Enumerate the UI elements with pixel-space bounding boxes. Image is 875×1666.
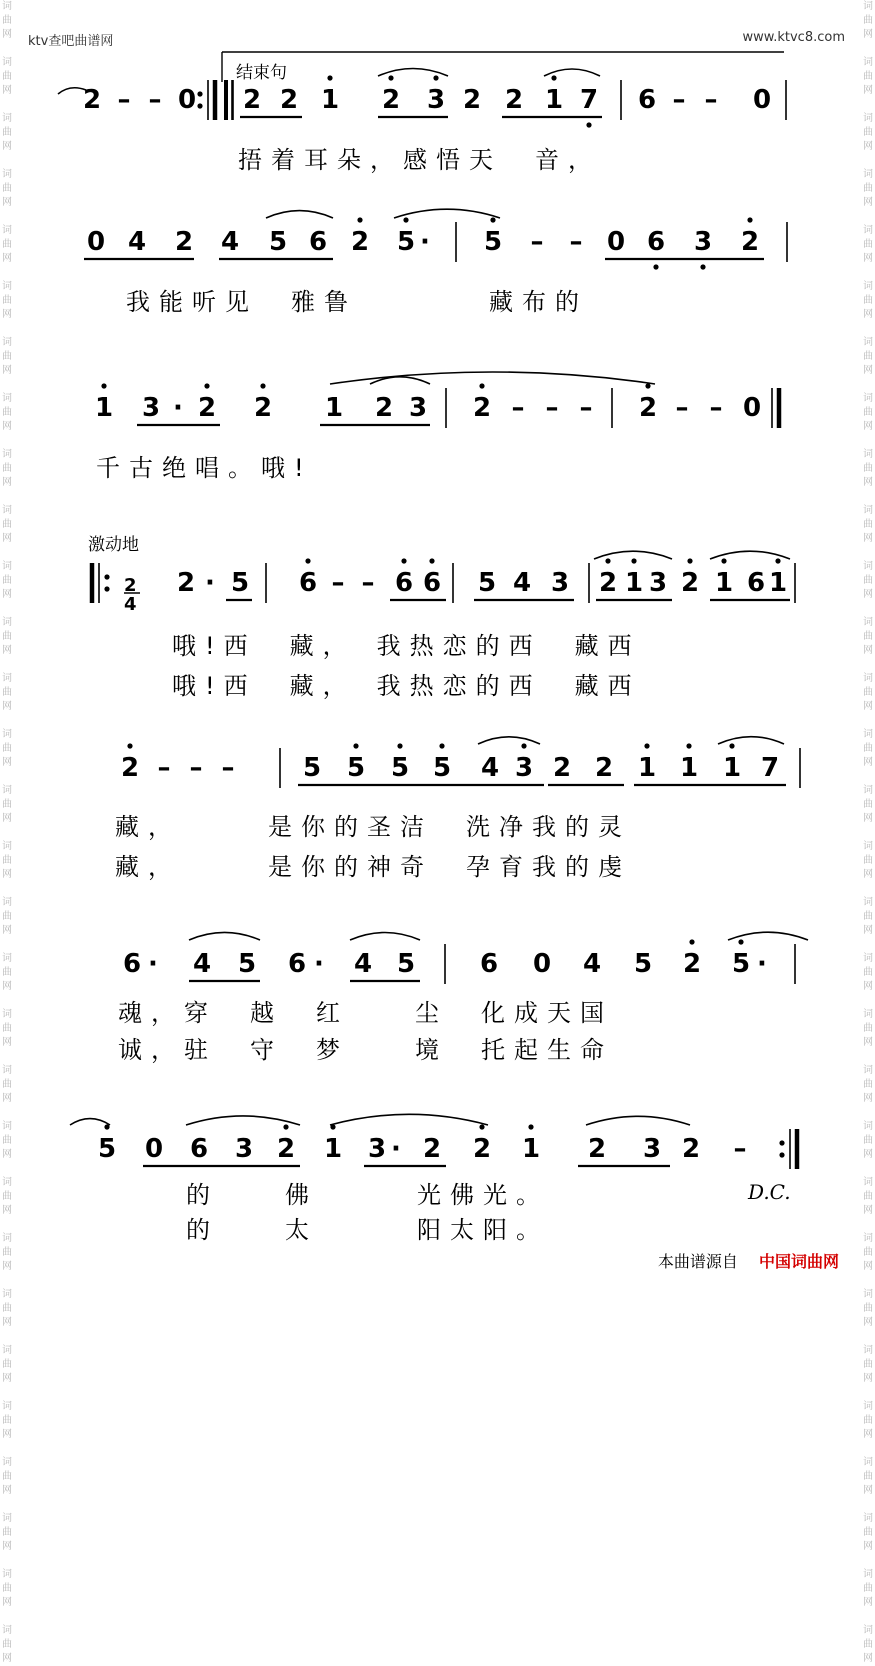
note-line-4-8: 5 <box>477 568 497 598</box>
high-dot-line-4-1 <box>401 558 406 563</box>
note-line-6-14: · <box>757 949 767 979</box>
note-line-1-5: 2 <box>279 85 299 115</box>
note-line-7-2: 6 <box>189 1134 209 1164</box>
note-line-3-6: 2 <box>374 393 394 423</box>
note-line-2-1: 4 <box>127 227 147 257</box>
note-line-6-9: 0 <box>532 949 552 979</box>
high-dot-line-3-0 <box>101 383 106 388</box>
note-line-5-10: 2 <box>552 753 572 783</box>
note-line-2-0: 0 <box>86 227 106 257</box>
note-line-2-8: · <box>420 227 430 257</box>
note-line-1-11: 1 <box>544 85 564 115</box>
ending-phrase-label: 结束句 <box>236 63 287 83</box>
note-line-7-9: 2 <box>472 1134 492 1164</box>
lyric-line-6-verse-2: 诚，驻 守 梦 境 托起生命 <box>118 1036 613 1064</box>
slur-line-7-2 <box>586 1116 690 1125</box>
slur-line-2-1 <box>394 209 500 218</box>
high-dot-line-7-1 <box>283 1124 288 1129</box>
note-line-1-6: 1 <box>320 85 340 115</box>
note-line-5-0: 2 <box>120 753 140 783</box>
note-line-5-2: – <box>189 753 203 783</box>
high-dot-line-4-0 <box>305 558 310 563</box>
note-line-6-11: 5 <box>633 949 653 979</box>
note-line-2-4: 5 <box>268 227 288 257</box>
lyric-line-3-verse-1: 千古绝唱。哦! <box>96 454 313 482</box>
lyric-line-4-verse-2: 哦!西 藏， 我热恋的西 藏西 <box>172 672 641 700</box>
note-line-6-2: 4 <box>192 949 212 979</box>
note-line-2-2: 2 <box>174 227 194 257</box>
high-dot-line-7-3 <box>479 1124 484 1129</box>
note-line-1-13: 6 <box>637 85 657 115</box>
high-dot-line-4-5 <box>687 558 692 563</box>
slur-line-4-1 <box>710 551 790 559</box>
time-signature-top: 2 <box>124 575 137 596</box>
lyric-line-5-verse-1: 藏， 是你的圣洁 洗净我的灵 <box>115 813 631 841</box>
note-line-2-10: – <box>530 227 544 257</box>
high-dot-line-5-0 <box>127 743 132 748</box>
slur-line-3-1 <box>330 372 655 384</box>
note-line-2-9: 5 <box>483 227 503 257</box>
note-line-4-6: 6 <box>394 568 414 598</box>
note-line-4-14: 2 <box>680 568 700 598</box>
note-line-7-3: 3 <box>234 1134 254 1164</box>
low-dot-line-1-0 <box>586 122 591 127</box>
note-line-1-2: – <box>148 85 162 115</box>
note-line-4-5: – <box>361 568 375 598</box>
note-line-4-1: · <box>205 568 215 598</box>
slur-line-5-0 <box>478 737 540 744</box>
time-signature-bottom: 4 <box>124 594 137 615</box>
note-line-6-0: 6 <box>122 949 142 979</box>
note-line-2-15: 2 <box>740 227 760 257</box>
note-line-2-12: 0 <box>606 227 626 257</box>
high-dot-line-1-3 <box>551 75 556 80</box>
high-dot-line-3-1 <box>204 383 209 388</box>
slur-line-1-0 <box>378 69 448 77</box>
note-line-7-11: 2 <box>587 1134 607 1164</box>
note-line-3-13: – <box>675 393 689 423</box>
note-line-2-13: 6 <box>646 227 666 257</box>
note-line-5-11: 2 <box>594 753 614 783</box>
high-dot-line-5-1 <box>353 743 358 748</box>
tie-in-line-1 <box>58 88 86 94</box>
note-line-4-9: 4 <box>512 568 532 598</box>
note-line-6-1: · <box>148 949 158 979</box>
note-line-1-10: 2 <box>504 85 524 115</box>
lyric-line-7-verse-1: 的 佛 光佛光。 <box>186 1181 549 1209</box>
note-line-2-6: 2 <box>350 227 370 257</box>
note-line-1-4: 2 <box>242 85 262 115</box>
note-line-7-0: 5 <box>97 1134 117 1164</box>
note-line-5-6: 5 <box>390 753 410 783</box>
expression-label: 激动地 <box>88 535 139 555</box>
note-line-1-16: 0 <box>752 85 772 115</box>
right-margin-watermark: 词 曲 网 词 曲 网 词 曲 网 词 曲 网 词 曲 网 词 曲 网 词 曲 网 词 曲 网 词 曲 网 词 曲 网 词 曲 网 词 曲 网 词 曲 网 词 曲 网 词 曲 网 词 曲 网 词 曲 网 词 曲 网 词 曲 网 词 曲 网 词 曲 网 词 曲 网 词 曲 网 词 曲 网 词 曲 网 词 曲 网 词 曲 网 词 曲 网 词 曲 网 词 曲 网 <box>863 1 873 1664</box>
note-line-7-7: · <box>391 1134 401 1164</box>
note-line-4-10: 3 <box>550 568 570 598</box>
slur-line-2-0 <box>266 211 333 218</box>
high-dot-line-2-2 <box>490 217 495 222</box>
note-line-4-4: – <box>331 568 345 598</box>
high-dot-line-5-2 <box>397 743 402 748</box>
note-line-5-4: 5 <box>302 753 322 783</box>
note-line-3-0: 1 <box>94 393 114 423</box>
note-line-3-2: · <box>173 393 183 423</box>
note-line-2-7: 5 <box>396 227 416 257</box>
note-line-6-5: · <box>314 949 324 979</box>
slur-line-6-2 <box>728 932 808 940</box>
repeat-open-dot-bottom <box>104 586 109 591</box>
slur-line-7-0 <box>186 1116 300 1125</box>
note-line-5-8: 4 <box>480 753 500 783</box>
high-dot-line-1-1 <box>388 75 393 80</box>
repeat-close-dot-bottom <box>197 103 202 108</box>
note-line-1-9: 2 <box>462 85 482 115</box>
note-line-7-13: 2 <box>681 1134 701 1164</box>
slur-line-7-1 <box>330 1114 488 1125</box>
slur-line-6-0 <box>189 932 260 940</box>
note-line-5-14: 1 <box>722 753 742 783</box>
high-dot-line-4-3 <box>605 558 610 563</box>
high-dot-line-5-3 <box>439 743 444 748</box>
high-dot-line-4-4 <box>631 558 636 563</box>
lyric-line-2-verse-1: 我能听见 雅鲁 藏布的 <box>126 288 588 316</box>
note-line-5-15: 7 <box>760 753 780 783</box>
note-line-1-14: – <box>672 85 686 115</box>
repeat-close-dot-top <box>197 91 202 96</box>
lyric-line-4-verse-1: 哦!西 藏， 我热恋的西 藏西 <box>172 632 641 660</box>
high-dot-line-3-3 <box>479 383 484 388</box>
note-line-3-4: 2 <box>253 393 273 423</box>
slur-line-4-0 <box>594 551 672 559</box>
note-line-4-3: 6 <box>298 568 318 598</box>
note-line-4-16: 6 <box>746 568 766 598</box>
note-line-6-8: 6 <box>479 949 499 979</box>
left-margin-watermark: 词 曲 网 词 曲 网 词 曲 网 词 曲 网 词 曲 网 词 曲 网 词 曲 网 词 曲 网 词 曲 网 词 曲 网 词 曲 网 词 曲 网 词 曲 网 词 曲 网 词 曲 网 词 曲 网 词 曲 网 词 曲 网 词 曲 网 词 曲 网 词 曲 网 词 曲 网 词 曲 网 词 曲 网 词 曲 网 词 曲 网 词 曲 网 词 曲 网 词 曲 网 词 曲 网 <box>2 1 12 1664</box>
note-line-2-14: 3 <box>693 227 713 257</box>
high-dot-line-6-1 <box>738 939 743 944</box>
note-line-7-8: 2 <box>422 1134 442 1164</box>
note-line-6-12: 2 <box>682 949 702 979</box>
note-line-5-13: 1 <box>679 753 699 783</box>
note-line-2-11: – <box>569 227 583 257</box>
high-dot-line-5-7 <box>729 743 734 748</box>
note-line-6-3: 5 <box>237 949 257 979</box>
note-line-7-4: 2 <box>276 1134 296 1164</box>
footer-source <box>658 1249 839 1272</box>
note-line-5-1: – <box>157 753 171 783</box>
note-line-3-8: 2 <box>472 393 492 423</box>
lyric-line-6-verse-1: 魂，穿 越 红 尘 化成天国 <box>118 999 613 1027</box>
slur-line-5-1 <box>718 737 784 744</box>
note-line-4-17: 1 <box>768 568 788 598</box>
slur-line-6-1 <box>350 933 420 941</box>
high-dot-line-2-3 <box>747 217 752 222</box>
note-line-5-5: 5 <box>346 753 366 783</box>
slur-line-7-3 <box>70 1119 110 1125</box>
high-dot-line-4-2 <box>429 558 434 563</box>
repeat-open-dot-top <box>104 574 109 579</box>
high-dot-line-7-4 <box>528 1124 533 1129</box>
slur-line-1-1 <box>544 69 600 76</box>
note-line-1-3: 0 <box>177 85 197 115</box>
note-line-2-5: 6 <box>308 227 328 257</box>
note-line-4-11: 2 <box>598 568 618 598</box>
note-line-1-15: – <box>704 85 718 115</box>
note-line-5-3: – <box>221 753 235 783</box>
high-dot-line-4-6 <box>721 558 726 563</box>
note-line-3-7: 3 <box>408 393 428 423</box>
note-line-1-0: 2 <box>82 85 102 115</box>
note-line-2-3: 4 <box>220 227 240 257</box>
footer-source-label: 本曲谱源自 <box>657 1252 738 1271</box>
note-line-7-14: – <box>733 1134 747 1164</box>
note-line-3-3: 2 <box>197 393 217 423</box>
lyric-line-1-verse-1: 捂着耳朵，感悟天 音， <box>238 146 601 174</box>
note-line-1-1: – <box>117 85 131 115</box>
note-line-4-12: 1 <box>624 568 644 598</box>
note-line-7-10: 1 <box>521 1134 541 1164</box>
high-dot-line-1-2 <box>433 75 438 80</box>
high-dot-line-5-6 <box>686 743 691 748</box>
note-line-3-15: 0 <box>742 393 762 423</box>
repeat-sign-dc: D.C. <box>748 1180 791 1204</box>
note-line-4-0: 2 <box>176 568 196 598</box>
note-line-6-10: 4 <box>582 949 602 979</box>
high-dot-line-1-0 <box>327 75 332 80</box>
repeat-dot-top-line-7 <box>779 1140 784 1145</box>
high-dot-line-2-0 <box>357 217 362 222</box>
low-dot-line-2-1 <box>700 264 705 269</box>
note-line-3-9: – <box>511 393 525 423</box>
high-dot-line-3-4 <box>645 383 650 388</box>
note-line-4-7: 6 <box>422 568 442 598</box>
note-line-1-7: 2 <box>381 85 401 115</box>
high-dot-line-4-7 <box>775 558 780 563</box>
lyric-line-5-verse-2: 藏， 是你的神奇 孕育我的虔 <box>115 853 631 881</box>
site-name-left: ktv查吧曲谱网 <box>28 34 114 49</box>
site-url-right: www.ktvc8.com <box>742 30 845 45</box>
lyric-line-7-verse-2: 的 太 阳太阳。 <box>186 1216 549 1244</box>
high-dot-line-3-2 <box>260 383 265 388</box>
high-dot-line-6-0 <box>689 939 694 944</box>
note-line-3-12: 2 <box>638 393 658 423</box>
repeat-dot-bottom-line-7 <box>779 1152 784 1157</box>
note-line-3-11: – <box>579 393 593 423</box>
footer-source-site: 中国词曲网 <box>758 1252 839 1271</box>
note-line-5-12: 1 <box>637 753 657 783</box>
high-dot-line-5-4 <box>521 743 526 748</box>
note-line-4-15: 1 <box>714 568 734 598</box>
note-line-6-13: 5 <box>731 949 751 979</box>
note-line-7-1: 0 <box>144 1134 164 1164</box>
note-line-3-10: – <box>545 393 559 423</box>
note-line-4-2: 5 <box>230 568 250 598</box>
note-line-1-8: 3 <box>426 85 446 115</box>
note-line-6-4: 6 <box>287 949 307 979</box>
note-line-7-6: 3 <box>367 1134 387 1164</box>
high-dot-line-2-1 <box>403 217 408 222</box>
note-line-5-9: 3 <box>514 753 534 783</box>
low-dot-line-2-0 <box>653 264 658 269</box>
note-line-6-7: 5 <box>396 949 416 979</box>
note-line-6-6: 4 <box>353 949 373 979</box>
note-line-5-7: 5 <box>432 753 452 783</box>
note-line-7-5: 1 <box>323 1134 343 1164</box>
note-line-1-12: 7 <box>579 85 599 115</box>
note-line-4-13: 3 <box>648 568 668 598</box>
high-dot-line-5-5 <box>644 743 649 748</box>
note-line-3-5: 1 <box>324 393 344 423</box>
note-line-7-12: 3 <box>642 1134 662 1164</box>
note-line-3-14: – <box>709 393 723 423</box>
note-line-3-1: 3 <box>141 393 161 423</box>
